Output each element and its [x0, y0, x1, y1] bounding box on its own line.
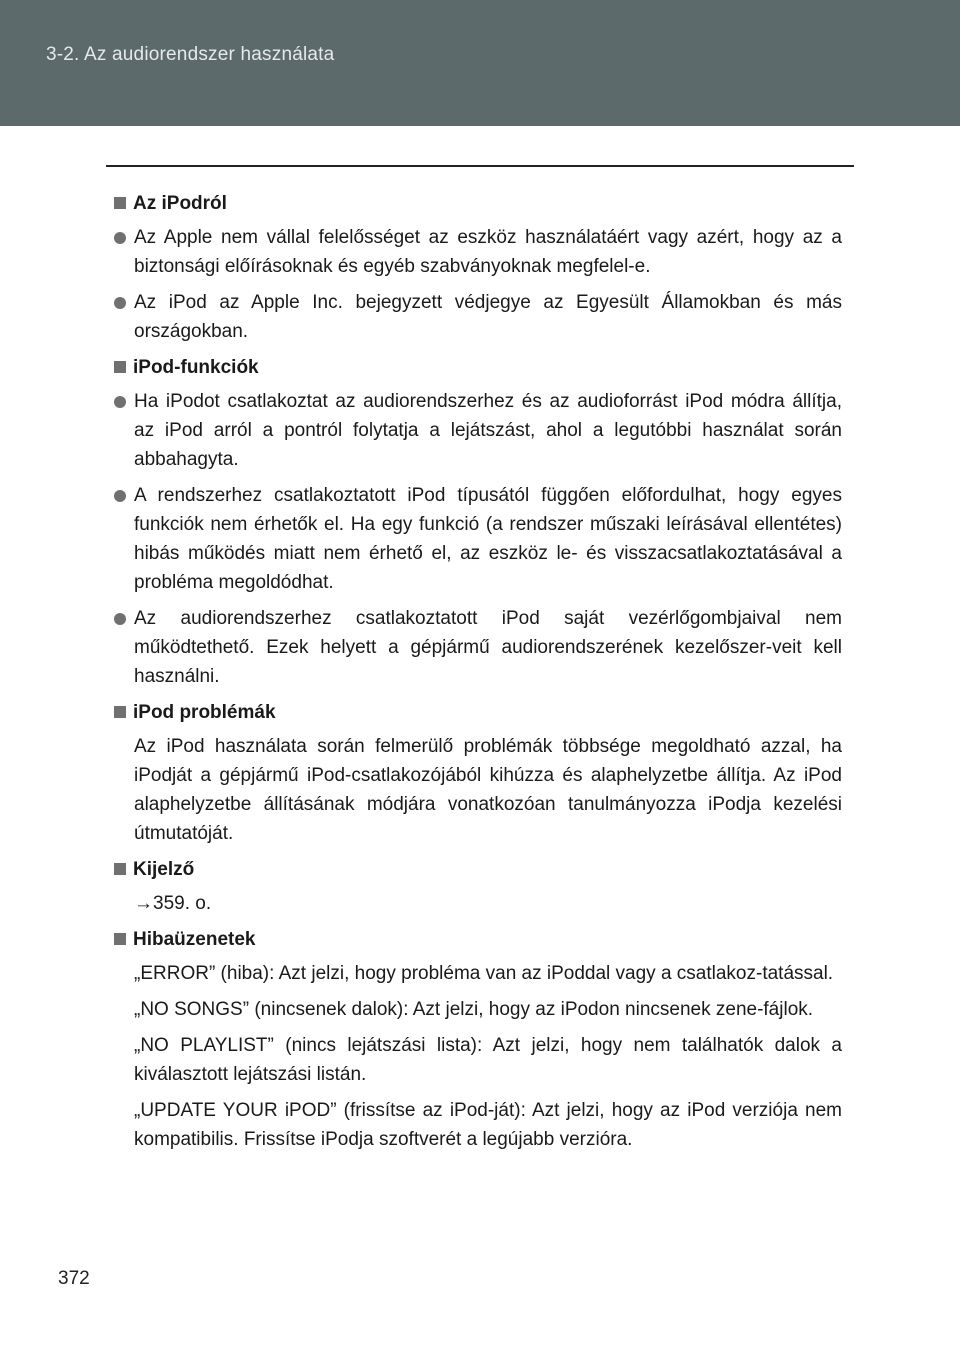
section-heading: iPod problémák — [114, 698, 842, 728]
round-bullet-icon — [114, 490, 126, 502]
section-display — [114, 855, 842, 918]
section-heading: iPod-funkciók — [114, 353, 842, 383]
paragraph: „ERROR” (hiba): Azt jelzi, hogy probléma van az iPoddal vagy a csatlakoz-tatással. — [134, 963, 834, 984]
round-bullet-icon — [114, 613, 126, 625]
paragraph: „NO PLAYLIST” (nincs lejátszási lista): Azt jelzi, hogy nem találhatók dalok a kiválasztott lejátszási listán. — [134, 1035, 842, 1085]
page-content — [114, 189, 842, 1161]
page-reference: →359. o. — [134, 893, 212, 914]
round-bullet-icon — [114, 232, 126, 244]
paragraph: Az iPod használata során felmerülő problémák többsége megoldható azzal, ha iPodját a gépjármű iPod-csatlakozójából kihúzza és alaphelyzetbe állítja. Az iPod alaphelyzetbe állításának módjára vonatkozóan tanulmányozza iPodja kezelési útmutatóját. — [134, 736, 842, 844]
page-number: 372 — [58, 1268, 90, 1289]
top-rule — [106, 165, 854, 167]
bullet-item: Az Apple nem vállal felelősséget az eszköz használatáért vagy azért, hogy az a biztonsági előírásoknak és egyéb szabványoknak megfelel-e. — [114, 223, 842, 281]
section-ipod-problems — [114, 698, 842, 848]
square-bullet-icon — [114, 361, 126, 373]
section-heading: Hibaüzenetek — [114, 925, 842, 955]
bullet-item: A rendszerhez csatlakoztatott iPod típusától függően előfordulhat, hogy egyes funkciók nem érhetők el. Ha egy funkció (a rendszer műszaki leírásával ellentétes) hibás működés miatt nem érhető el, az eszköz le- és visszacsatlakoztatásával a probléma megoldódhat. — [114, 481, 842, 597]
section-heading: Kijelző — [114, 855, 842, 885]
round-bullet-icon — [114, 297, 126, 309]
square-bullet-icon — [114, 197, 126, 209]
section-about-ipod — [114, 189, 842, 346]
bullet-item: Az audiorendszerhez csatlakoztatott iPod saját vezérlőgombjaival nem működtethető. Ezek helyett a gépjármű audiorendszerének kezelőszer-veit kell használni. — [114, 604, 842, 691]
square-bullet-icon — [114, 706, 126, 718]
square-bullet-icon — [114, 933, 126, 945]
chapter-title: 3-2. Az audiorendszer használata — [46, 44, 335, 65]
bullet-item: Az iPod az Apple Inc. bejegyzett védjegye az Egyesült Államokban és más országokban. — [114, 288, 842, 346]
bullet-item: Ha iPodot csatlakoztat az audiorendszerhez és az audioforrást iPod módra állítja, az iPod arról a pontról folytatja a lejátszást, ahol a legutóbbi használat során abbahagyta. — [114, 387, 842, 474]
round-bullet-icon — [114, 396, 126, 408]
section-ipod-functions — [114, 353, 842, 691]
paragraph: „UPDATE YOUR iPOD” (frissítse az iPod-ját): Azt jelzi, hogy az iPod verziója nem kompatibilis. Frissítse iPodja szoftverét a legújabb verzióra. — [134, 1100, 842, 1150]
section-heading: Az iPodról — [114, 189, 842, 219]
section-error-messages — [114, 925, 842, 1154]
square-bullet-icon — [114, 863, 126, 875]
paragraph: „NO SONGS” (nincsenek dalok): Azt jelzi, hogy az iPodon nincsenek zene-fájlok. — [134, 999, 814, 1020]
header-band — [0, 0, 960, 126]
